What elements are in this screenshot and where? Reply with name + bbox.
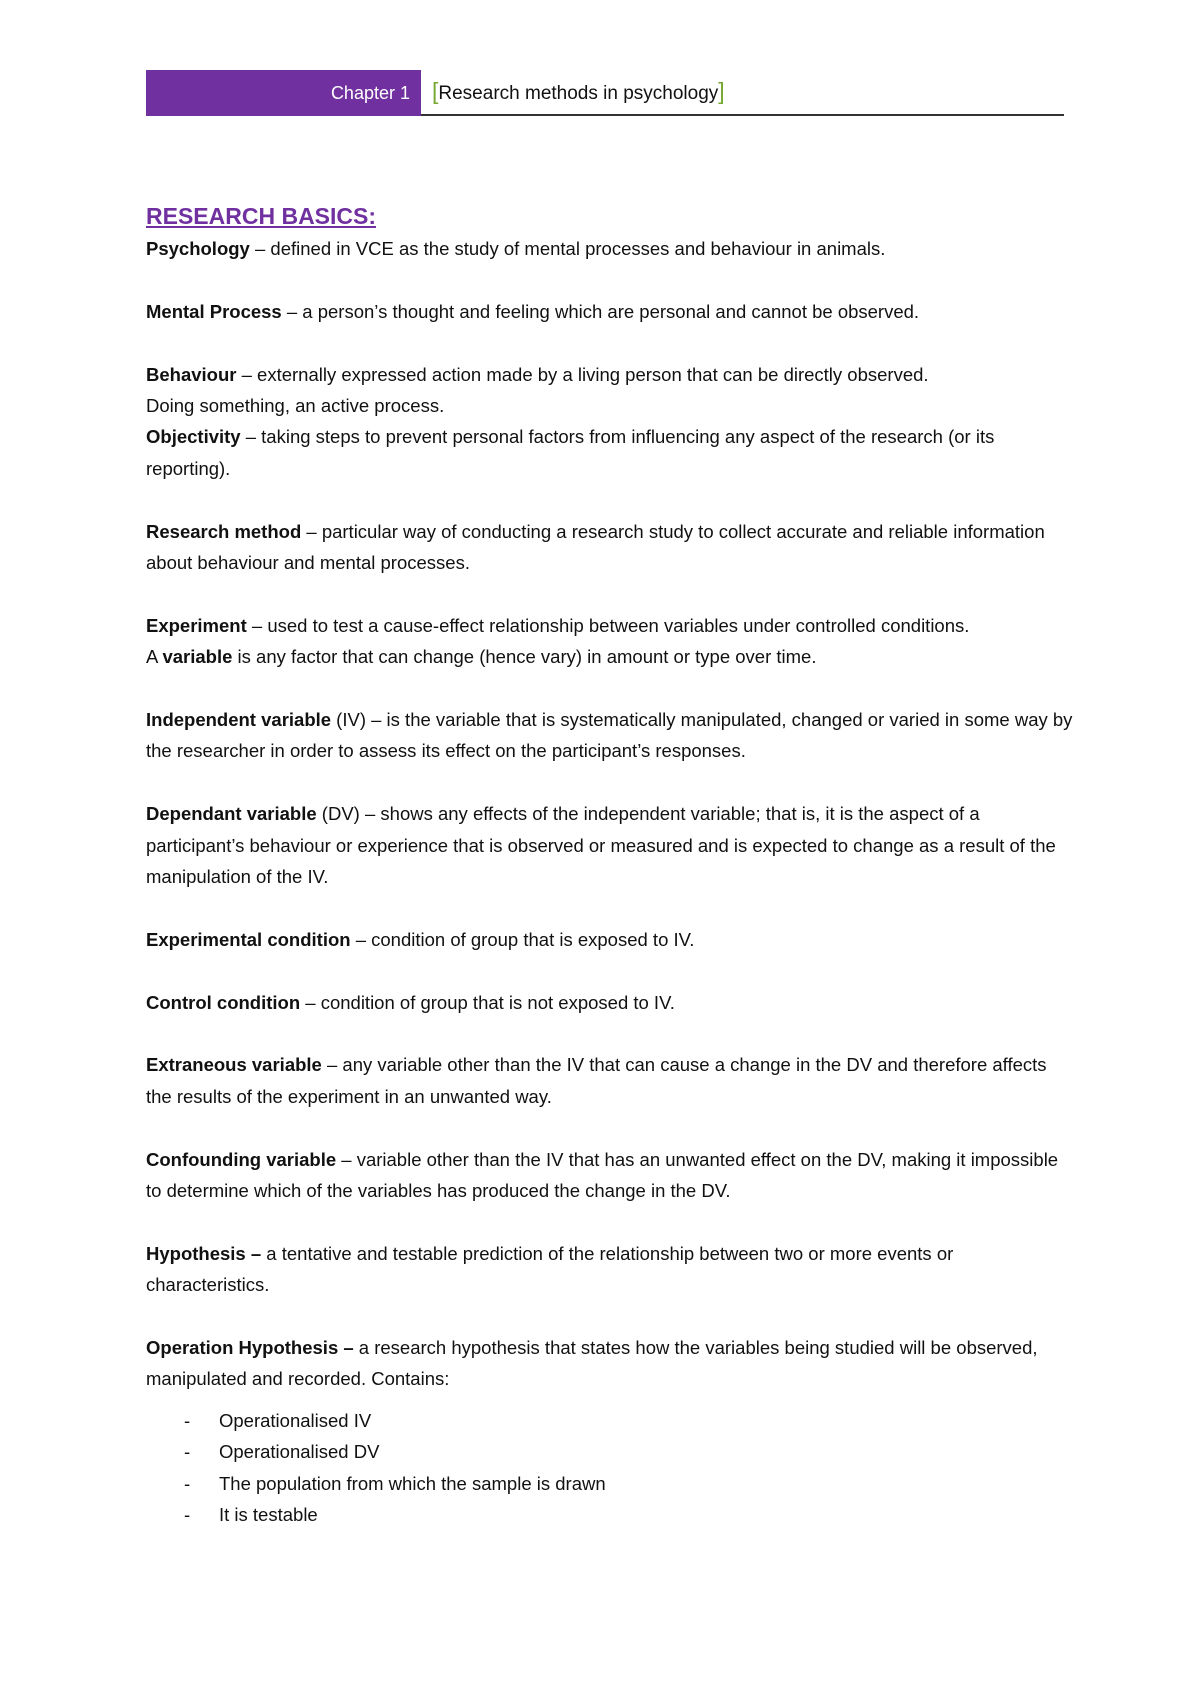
- definition-text: is any factor that can change (hence vary) in amount or type over time.: [232, 646, 817, 668]
- contains-list: [146, 1405, 1076, 1531]
- list-item-text: It is testable: [219, 1504, 318, 1526]
- list-dash: -: [184, 1441, 191, 1463]
- definition-independent-variable: [146, 704, 1076, 767]
- definition-text: – particular way of conducting a research study to collect accurate and reliable information about behaviour and mental processes.: [146, 520, 1045, 574]
- list-item: [146, 1436, 1076, 1467]
- list-item: [146, 1468, 1076, 1499]
- definition-text: a tentative and testable prediction of the relationship between two or more events or characteristics.: [146, 1242, 954, 1296]
- bracket-close: ]: [718, 78, 725, 104]
- term-label: Independent variable: [146, 709, 332, 731]
- list-item: [146, 1405, 1076, 1436]
- definition-text: – used to test a cause-effect relationship between variables under controlled conditions.: [246, 614, 970, 636]
- definition-text: (IV) – is the variable that is systematically manipulated, changed or varied in some way by the researcher in order to assess its effect on the participant’s responses.: [146, 709, 1073, 762]
- definition-text: – a person’s thought and feeling which are personal and cannot be observed.: [281, 300, 920, 322]
- chapter-tab: [146, 70, 421, 116]
- term-label: Objectivity: [146, 426, 241, 448]
- term-label: Hypothesis –: [146, 1242, 262, 1264]
- term-label: Control condition: [146, 991, 301, 1013]
- definition-dependant-variable: [146, 798, 1076, 892]
- term-label: Experimental condition: [146, 928, 351, 950]
- header-title: [432, 78, 725, 105]
- term-label: Confounding variable: [146, 1148, 337, 1170]
- definition-variable: [146, 641, 1076, 672]
- term-label: Extraneous variable: [146, 1054, 322, 1076]
- definition-behaviour-extra: Doing something, an active process.: [146, 395, 445, 416]
- list-item-text: Operationalised DV: [219, 1441, 380, 1463]
- definition-text: – externally expressed action made by a living person that can be directly observed.: [236, 363, 929, 385]
- definition-text: (DV) – shows any effects of the independent variable; that is, it is the aspect of a participant’s behaviour or experience that is observed or measured and is expected to change as a result of the manipulation of the IV.: [146, 803, 1056, 888]
- definition-research-method: [146, 516, 1076, 579]
- definition-text: – variable other than the IV that has an unwanted effect on the DV, making it impossible to determine which of the variables has produced the change in the DV.: [146, 1148, 1059, 1202]
- definition-objectivity: [146, 421, 1076, 484]
- definition-operation-hypothesis: [146, 1332, 1076, 1395]
- document-body: [146, 202, 1076, 1530]
- bracket-open: [: [432, 78, 439, 104]
- list-dash: -: [184, 1472, 191, 1494]
- term-label: Operation Hypothesis –: [146, 1337, 354, 1359]
- term-label: Psychology: [146, 238, 250, 259]
- definition-psychology: [146, 233, 1076, 264]
- definition-control-condition: [146, 987, 1076, 1018]
- chapter-label: Chapter 1: [330, 82, 410, 103]
- variable-pre: A: [146, 646, 163, 668]
- definition-behaviour: [146, 359, 1076, 390]
- definition-text: – condition of group that is exposed to IV.: [350, 928, 695, 950]
- list-item-text: Operationalised IV: [219, 1409, 372, 1431]
- term-label: Dependant variable: [146, 803, 317, 825]
- definition-experimental-condition: [146, 924, 1076, 955]
- term-label: Behaviour: [146, 363, 237, 385]
- definition-text: – condition of group that is not exposed to IV.: [300, 991, 675, 1013]
- term-label: Research method: [146, 520, 302, 542]
- definition-mental-process: [146, 296, 1076, 327]
- definition-text: – any variable other than the IV that can cause a change in the DV and therefore affects the results of the experiment in an unwanted way.: [146, 1054, 1047, 1107]
- definition-hypothesis: [146, 1238, 1076, 1301]
- page-header: [146, 70, 1064, 116]
- header-title-text: Research methods in psychology: [438, 83, 719, 104]
- term-label: Experiment: [146, 614, 247, 636]
- definition-text: – defined in VCE as the study of mental processes and behaviour in animals.: [249, 238, 886, 259]
- definition-experiment: [146, 610, 1076, 641]
- definition-extraneous-variable: [146, 1049, 1076, 1112]
- term-label: variable: [162, 646, 233, 668]
- definition-confounding-variable: [146, 1144, 1076, 1207]
- header-divider: [421, 114, 1064, 116]
- term-label: Mental Process: [146, 300, 282, 322]
- list-dash: -: [184, 1504, 191, 1526]
- definition-text: – taking steps to prevent personal factors from influencing any aspect of the research (or its reporting).: [146, 426, 995, 479]
- list-dash: -: [184, 1409, 191, 1431]
- definition-text: a research hypothesis that states how the variables being studied will be observed, manipulated and recorded. Contains:: [146, 1337, 1038, 1390]
- section-heading: RESEARCH BASICS:: [146, 203, 377, 229]
- list-item-text: The population from which the sample is drawn: [219, 1472, 606, 1494]
- list-item: [146, 1499, 1076, 1530]
